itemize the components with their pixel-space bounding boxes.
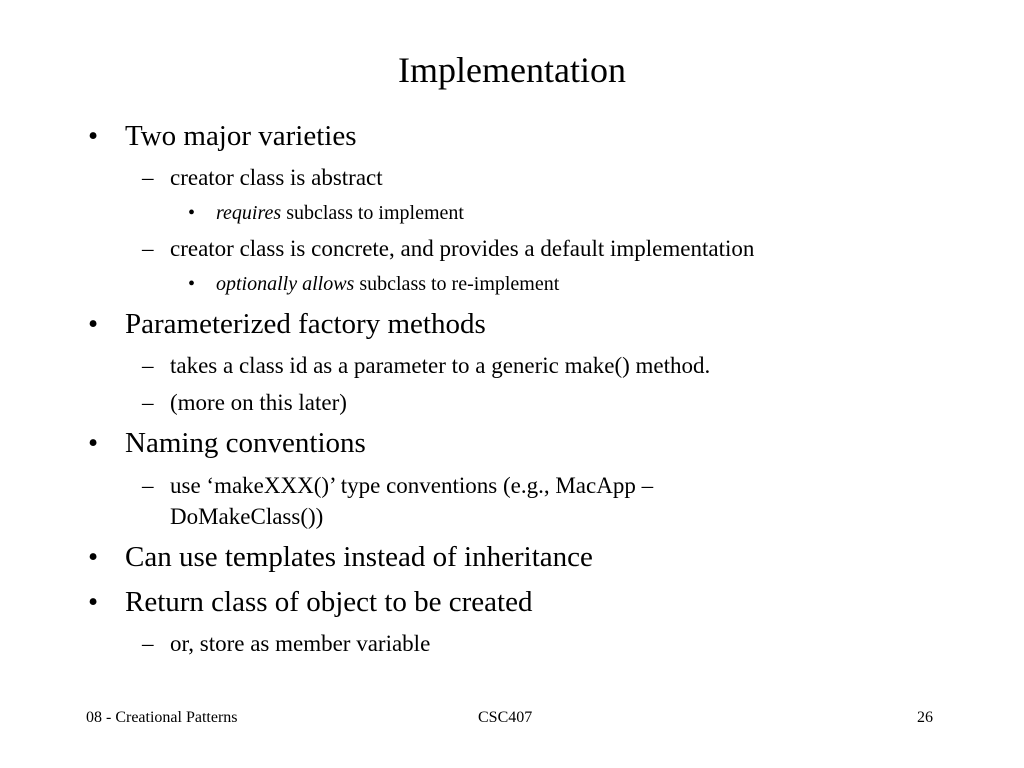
dash-marker: – xyxy=(142,390,154,415)
sub-bullet-makexxx: use ‘makeXXX()’ type conventions (e.g., MacApp – xyxy=(170,473,654,498)
sub-bullet-abstract: creator class is abstract xyxy=(170,165,383,190)
emphasis-requires: requires xyxy=(216,202,282,224)
bullet-parameterized-factory: Parameterized factory methods xyxy=(125,308,486,340)
sub-sub-bullet-optionally xyxy=(216,272,559,296)
sub-bullet-more-later: (more on this later) xyxy=(170,390,347,415)
bullet-marker: • xyxy=(88,308,99,340)
bullet-naming-conventions: Naming conventions xyxy=(125,427,366,459)
bullet-marker: • xyxy=(88,120,99,152)
footer-page-number: 26 xyxy=(917,709,933,726)
dash-marker: – xyxy=(142,353,154,378)
sub-bullet-class-id: takes a class id as a parameter to a generic make() method. xyxy=(170,353,711,378)
sub-sub-bullet-requires xyxy=(216,201,464,225)
bullet-marker: • xyxy=(88,541,99,573)
dash-marker: – xyxy=(142,165,154,190)
dash-marker: – xyxy=(142,473,154,498)
bullet-templates: Can use templates instead of inheritance xyxy=(125,541,593,573)
emphasis-optionally-allows: optionally allows xyxy=(216,273,355,295)
sub-sub-bullet-requires-text: subclass to implement xyxy=(281,202,464,224)
bullet-marker: • xyxy=(88,427,99,459)
small-bullet-marker: • xyxy=(188,202,196,224)
footer-course-code: CSC407 xyxy=(478,709,533,726)
sub-sub-bullet-optionally-text: subclass to re-implement xyxy=(354,273,560,295)
dash-marker: – xyxy=(142,236,154,261)
bullet-marker: • xyxy=(88,586,99,618)
dash-marker: – xyxy=(142,631,154,656)
footer-course-section: 08 - Creational Patterns xyxy=(86,709,238,726)
bullet-two-major-varieties: Two major varieties xyxy=(125,120,357,152)
bullet-return-class: Return class of object to be created xyxy=(125,586,533,618)
sub-bullet-concrete: creator class is concrete, and provides a default implementation xyxy=(170,236,755,261)
slide-title: Implementation xyxy=(398,50,626,90)
sub-bullet-member-variable: or, store as member variable xyxy=(170,631,431,656)
small-bullet-marker: • xyxy=(188,273,196,295)
sub-bullet-makexxx-continued: DoMakeClass()) xyxy=(170,504,324,529)
